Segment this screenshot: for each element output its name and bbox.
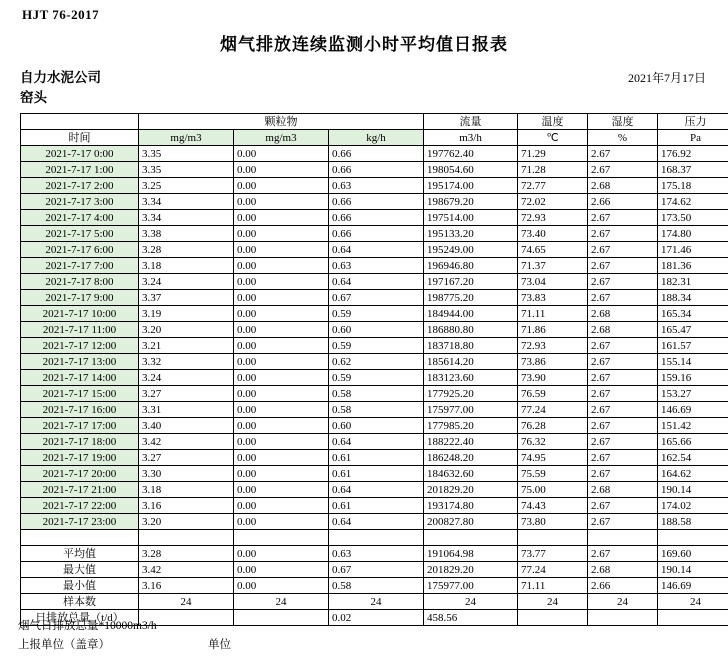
cell-c1: 3.40 (139, 418, 234, 434)
spacer-cell (234, 530, 329, 546)
cell-humidity: 2.67 (588, 466, 658, 482)
cell-temp: 74.65 (518, 242, 588, 258)
cell-c3: 0.61 (329, 466, 424, 482)
summary-c2: 24 (234, 594, 329, 610)
cell-time: 2021-7-17 3:00 (21, 194, 139, 210)
summary-flow: 191064.98 (424, 546, 518, 562)
summary-c1: 3.16 (139, 578, 234, 594)
cell-c1: 3.42 (139, 434, 234, 450)
cell-flow: 198054.60 (424, 162, 518, 178)
cell-c2: 0.00 (234, 290, 329, 306)
cell-temp: 71.37 (518, 258, 588, 274)
cell-pressure: 181.36 (658, 258, 728, 274)
cell-flow: 201829.20 (424, 482, 518, 498)
cell-c3: 0.64 (329, 242, 424, 258)
summary-c1: 24 (139, 594, 234, 610)
group-header-cell-temp: 温度 (518, 114, 588, 130)
cell-temp: 72.02 (518, 194, 588, 210)
cell-time: 2021-7-17 21:00 (21, 482, 139, 498)
daily-total-pressure (658, 610, 728, 626)
cell-humidity: 2.67 (588, 514, 658, 530)
cell-c3: 0.60 (329, 322, 424, 338)
cell-c1: 3.37 (139, 290, 234, 306)
cell-flow: 184944.00 (424, 306, 518, 322)
table-row (21, 450, 728, 466)
cell-time: 2021-7-17 13:00 (21, 354, 139, 370)
summary-pressure: 169.60 (658, 546, 728, 562)
cell-pressure: 174.62 (658, 194, 728, 210)
cell-temp: 71.11 (518, 306, 588, 322)
cell-temp: 72.93 (518, 338, 588, 354)
cell-pressure: 190.14 (658, 482, 728, 498)
cell-time: 2021-7-17 9:00 (21, 290, 139, 306)
unit-header-pressure: Pa (658, 130, 728, 146)
cell-c2: 0.00 (234, 274, 329, 290)
cell-flow: 197762.40 (424, 146, 518, 162)
summary-row-min (21, 578, 728, 594)
summary-row-average (21, 546, 728, 562)
cell-time: 2021-7-17 22:00 (21, 498, 139, 514)
cell-humidity: 2.67 (588, 290, 658, 306)
group-header-cell-0 (21, 114, 139, 130)
cell-c3: 0.67 (329, 290, 424, 306)
unit-header-c2: mg/m3 (234, 130, 329, 146)
summary-c1: 3.28 (139, 546, 234, 562)
cell-temp: 72.93 (518, 210, 588, 226)
cell-humidity: 2.67 (588, 402, 658, 418)
cell-c1: 3.27 (139, 450, 234, 466)
cell-c1: 3.18 (139, 258, 234, 274)
cell-pressure: 159.16 (658, 370, 728, 386)
cell-pressure: 168.37 (658, 162, 728, 178)
cell-time: 2021-7-17 8:00 (21, 274, 139, 290)
cell-c3: 0.59 (329, 306, 424, 322)
cell-pressure: 176.92 (658, 146, 728, 162)
table-row (21, 466, 728, 482)
cell-c1: 3.18 (139, 482, 234, 498)
cell-c2: 0.00 (234, 322, 329, 338)
cell-humidity: 2.67 (588, 418, 658, 434)
cell-flow: 193174.80 (424, 498, 518, 514)
cell-flow: 186880.80 (424, 322, 518, 338)
cell-c1: 3.25 (139, 178, 234, 194)
cell-pressure: 182.31 (658, 274, 728, 290)
group-header-cell-particulate: 颗粒物 (139, 114, 424, 130)
cell-flow: 183123.60 (424, 370, 518, 386)
cell-c2: 0.00 (234, 434, 329, 450)
spacer-cell (21, 530, 139, 546)
cell-c2: 0.00 (234, 226, 329, 242)
cell-flow: 185614.20 (424, 354, 518, 370)
cell-humidity: 2.67 (588, 258, 658, 274)
summary-c1: 3.42 (139, 562, 234, 578)
summary-c2: 0.00 (234, 562, 329, 578)
cell-c1: 3.20 (139, 322, 234, 338)
daily-total-c2 (234, 610, 329, 626)
table-row (21, 194, 728, 210)
summary-label: 平均值 (21, 546, 139, 562)
cell-c1: 3.27 (139, 386, 234, 402)
cell-pressure: 164.62 (658, 466, 728, 482)
cell-pressure: 165.66 (658, 434, 728, 450)
cell-flow: 195174.00 (424, 178, 518, 194)
cell-c2: 0.00 (234, 194, 329, 210)
cell-time: 2021-7-17 18:00 (21, 434, 139, 450)
cell-humidity: 2.67 (588, 434, 658, 450)
cell-temp: 74.43 (518, 498, 588, 514)
report-date: 2021年7月17日 (627, 71, 706, 85)
cell-time: 2021-7-17 7:00 (21, 258, 139, 274)
cell-pressure: 146.69 (658, 402, 728, 418)
cell-time: 2021-7-17 5:00 (21, 226, 139, 242)
cell-c1: 3.28 (139, 242, 234, 258)
cell-c3: 0.66 (329, 210, 424, 226)
cell-temp: 77.24 (518, 402, 588, 418)
table-row (21, 514, 728, 530)
table-spacer-row (21, 530, 728, 546)
cell-pressure: 188.34 (658, 290, 728, 306)
cell-c1: 3.30 (139, 466, 234, 482)
table-row (21, 498, 728, 514)
cell-flow: 177925.20 (424, 386, 518, 402)
cell-humidity: 2.66 (588, 194, 658, 210)
cell-time: 2021-7-17 10:00 (21, 306, 139, 322)
emission-data-table (20, 113, 728, 626)
daily-total-flow: 458.56 (424, 610, 518, 626)
table-row (21, 434, 728, 450)
cell-temp: 73.90 (518, 370, 588, 386)
table-row (21, 338, 728, 354)
cell-temp: 76.28 (518, 418, 588, 434)
cell-temp: 71.29 (518, 146, 588, 162)
cell-c3: 0.66 (329, 146, 424, 162)
cell-c1: 3.34 (139, 194, 234, 210)
summary-c3: 0.63 (329, 546, 424, 562)
summary-pressure: 146.69 (658, 578, 728, 594)
cell-temp: 72.77 (518, 178, 588, 194)
cell-flow: 177985.20 (424, 418, 518, 434)
cell-time: 2021-7-17 6:00 (21, 242, 139, 258)
cell-humidity: 2.67 (588, 386, 658, 402)
table-row (21, 386, 728, 402)
cell-c2: 0.00 (234, 482, 329, 498)
cell-pressure: 155.14 (658, 354, 728, 370)
spacer-cell (424, 530, 518, 546)
cell-time: 2021-7-17 4:00 (21, 210, 139, 226)
table-group-header-row (21, 114, 728, 130)
cell-c2: 0.00 (234, 258, 329, 274)
cell-humidity: 2.67 (588, 242, 658, 258)
site-name: 窑头 (20, 90, 47, 105)
cell-c1: 3.31 (139, 402, 234, 418)
cell-c2: 0.00 (234, 370, 329, 386)
cell-flow: 188222.40 (424, 434, 518, 450)
cell-c3: 0.64 (329, 274, 424, 290)
cell-c2: 0.00 (234, 514, 329, 530)
cell-c3: 0.59 (329, 370, 424, 386)
page-title: 烟气排放连续监测小时平均值日报表 (220, 35, 508, 54)
cell-time: 2021-7-17 1:00 (21, 162, 139, 178)
cell-temp: 73.80 (518, 514, 588, 530)
daily-total-label: 日排放总量（t/d） (21, 610, 139, 626)
cell-c1: 3.21 (139, 338, 234, 354)
summary-temp: 73.77 (518, 546, 588, 562)
unit-header-flow: m3/h (424, 130, 518, 146)
summary-c2: 0.00 (234, 546, 329, 562)
cell-temp: 73.86 (518, 354, 588, 370)
cell-flow: 197514.00 (424, 210, 518, 226)
cell-c3: 0.66 (329, 162, 424, 178)
table-row (21, 402, 728, 418)
summary-humidity: 2.66 (588, 578, 658, 594)
cell-humidity: 2.68 (588, 306, 658, 322)
table-row (21, 306, 728, 322)
table-row (21, 162, 728, 178)
group-header-cell-humidity: 湿度 (588, 114, 658, 130)
unit-header-c3: kg/h (329, 130, 424, 146)
cell-c3: 0.64 (329, 482, 424, 498)
spacer-cell (588, 530, 658, 546)
cell-flow: 197167.20 (424, 274, 518, 290)
summary-flow: 24 (424, 594, 518, 610)
company-name: 自力水泥公司 (20, 70, 101, 85)
cell-c2: 0.00 (234, 450, 329, 466)
cell-temp: 74.95 (518, 450, 588, 466)
table-row (21, 482, 728, 498)
cell-c3: 0.61 (329, 450, 424, 466)
cell-flow: 183718.80 (424, 338, 518, 354)
cell-time: 2021-7-17 16:00 (21, 402, 139, 418)
cell-time: 2021-7-17 15:00 (21, 386, 139, 402)
cell-time: 2021-7-17 19:00 (21, 450, 139, 466)
spacer-cell (518, 530, 588, 546)
summary-temp: 77.24 (518, 562, 588, 578)
footer-note-total: 烟气日排放总量*10000m3/h (18, 620, 157, 632)
cell-temp: 76.32 (518, 434, 588, 450)
cell-c1: 3.32 (139, 354, 234, 370)
cell-c1: 3.24 (139, 274, 234, 290)
cell-c1: 3.35 (139, 146, 234, 162)
cell-c1: 3.34 (139, 210, 234, 226)
cell-c3: 0.64 (329, 434, 424, 450)
cell-c2: 0.00 (234, 498, 329, 514)
group-header-cell-pressure: 压力 (658, 114, 728, 130)
cell-c2: 0.00 (234, 162, 329, 178)
cell-pressure: 173.50 (658, 210, 728, 226)
cell-humidity: 2.67 (588, 226, 658, 242)
cell-c1: 3.38 (139, 226, 234, 242)
cell-humidity: 2.68 (588, 482, 658, 498)
daily-total-temp (518, 610, 588, 626)
cell-c1: 3.16 (139, 498, 234, 514)
unit-header-c1: mg/m3 (139, 130, 234, 146)
cell-c2: 0.00 (234, 354, 329, 370)
spacer-cell (139, 530, 234, 546)
cell-humidity: 2.67 (588, 274, 658, 290)
cell-pressure: 165.47 (658, 322, 728, 338)
table-row (21, 322, 728, 338)
summary-c3: 24 (329, 594, 424, 610)
cell-c3: 0.66 (329, 226, 424, 242)
spacer-cell (658, 530, 728, 546)
footer-unit-label: 单位 (208, 639, 231, 651)
cell-humidity: 2.67 (588, 370, 658, 386)
cell-time: 2021-7-17 12:00 (21, 338, 139, 354)
cell-flow: 175977.00 (424, 402, 518, 418)
cell-c2: 0.00 (234, 178, 329, 194)
cell-pressure: 174.02 (658, 498, 728, 514)
table-row (21, 258, 728, 274)
cell-c3: 0.64 (329, 514, 424, 530)
summary-row-sample-count (21, 594, 728, 610)
table-row (21, 274, 728, 290)
cell-flow: 198775.20 (424, 290, 518, 306)
cell-temp: 73.04 (518, 274, 588, 290)
table-row (21, 210, 728, 226)
summary-humidity: 2.67 (588, 546, 658, 562)
summary-c3: 0.58 (329, 578, 424, 594)
cell-temp: 71.86 (518, 322, 588, 338)
cell-humidity: 2.67 (588, 210, 658, 226)
cell-c3: 0.58 (329, 402, 424, 418)
cell-c1: 3.20 (139, 514, 234, 530)
cell-humidity: 2.68 (588, 322, 658, 338)
cell-temp: 73.83 (518, 290, 588, 306)
cell-c3: 0.63 (329, 258, 424, 274)
summary-c2: 0.00 (234, 578, 329, 594)
cell-c3: 0.63 (329, 178, 424, 194)
cell-pressure: 175.18 (658, 178, 728, 194)
cell-pressure: 151.42 (658, 418, 728, 434)
cell-flow: 198679.20 (424, 194, 518, 210)
table-row (21, 354, 728, 370)
summary-label: 最大值 (21, 562, 139, 578)
unit-header-humidity: % (588, 130, 658, 146)
table-row (21, 178, 728, 194)
cell-c3: 0.66 (329, 194, 424, 210)
cell-flow: 184632.60 (424, 466, 518, 482)
cell-time: 2021-7-17 17:00 (21, 418, 139, 434)
cell-flow: 195249.00 (424, 242, 518, 258)
footer-note-reporting-unit: 上报单位（盖章） (18, 639, 110, 651)
table-row (21, 226, 728, 242)
table-row (21, 370, 728, 386)
table-row (21, 290, 728, 306)
cell-pressure: 188.58 (658, 514, 728, 530)
cell-time: 2021-7-17 14:00 (21, 370, 139, 386)
cell-c3: 0.58 (329, 386, 424, 402)
cell-pressure: 161.57 (658, 338, 728, 354)
summary-humidity: 2.68 (588, 562, 658, 578)
cell-time: 2021-7-17 2:00 (21, 178, 139, 194)
unit-header-temp: ℃ (518, 130, 588, 146)
cell-c1: 3.19 (139, 306, 234, 322)
cell-c2: 0.00 (234, 466, 329, 482)
summary-flow: 201829.20 (424, 562, 518, 578)
cell-pressure: 165.34 (658, 306, 728, 322)
cell-pressure: 162.54 (658, 450, 728, 466)
table-row (21, 146, 728, 162)
cell-c1: 3.35 (139, 162, 234, 178)
cell-flow: 200827.80 (424, 514, 518, 530)
cell-c3: 0.60 (329, 418, 424, 434)
summary-temp: 71.11 (518, 578, 588, 594)
summary-flow: 175977.00 (424, 578, 518, 594)
cell-humidity: 2.67 (588, 498, 658, 514)
spacer-cell (329, 530, 424, 546)
cell-humidity: 2.67 (588, 146, 658, 162)
summary-c3: 0.67 (329, 562, 424, 578)
summary-label: 最小值 (21, 578, 139, 594)
cell-flow: 195133.20 (424, 226, 518, 242)
cell-c2: 0.00 (234, 146, 329, 162)
cell-c2: 0.00 (234, 242, 329, 258)
cell-c2: 0.00 (234, 338, 329, 354)
cell-humidity: 2.67 (588, 450, 658, 466)
table-row (21, 418, 728, 434)
cell-c1: 3.24 (139, 370, 234, 386)
daily-total-c3: 0.02 (329, 610, 424, 626)
cell-c2: 0.00 (234, 386, 329, 402)
cell-time: 2021-7-17 11:00 (21, 322, 139, 338)
cell-humidity: 2.67 (588, 162, 658, 178)
cell-humidity: 2.67 (588, 338, 658, 354)
group-header-cell-flow: 流量 (424, 114, 518, 130)
cell-time: 2021-7-17 0:00 (21, 146, 139, 162)
cell-c3: 0.59 (329, 338, 424, 354)
cell-c3: 0.62 (329, 354, 424, 370)
summary-temp: 24 (518, 594, 588, 610)
cell-humidity: 2.67 (588, 354, 658, 370)
cell-flow: 196946.80 (424, 258, 518, 274)
daily-total-humidity (588, 610, 658, 626)
summary-pressure: 190.14 (658, 562, 728, 578)
cell-c2: 0.00 (234, 306, 329, 322)
cell-temp: 75.00 (518, 482, 588, 498)
cell-temp: 76.59 (518, 386, 588, 402)
cell-c2: 0.00 (234, 210, 329, 226)
cell-pressure: 171.46 (658, 242, 728, 258)
cell-pressure: 174.80 (658, 226, 728, 242)
unit-header-time: 时间 (21, 130, 139, 146)
document-code: HJT 76-2017 (22, 7, 100, 22)
summary-row-max (21, 562, 728, 578)
summary-label: 样本数 (21, 594, 139, 610)
cell-temp: 73.40 (518, 226, 588, 242)
cell-temp: 75.59 (518, 466, 588, 482)
table-unit-header-row (21, 130, 728, 146)
cell-c3: 0.61 (329, 498, 424, 514)
cell-time: 2021-7-17 23:00 (21, 514, 139, 530)
cell-c2: 0.00 (234, 402, 329, 418)
cell-pressure: 153.27 (658, 386, 728, 402)
table-row (21, 242, 728, 258)
summary-pressure: 24 (658, 594, 728, 610)
cell-temp: 71.28 (518, 162, 588, 178)
summary-humidity: 24 (588, 594, 658, 610)
cell-flow: 186248.20 (424, 450, 518, 466)
cell-c2: 0.00 (234, 418, 329, 434)
cell-time: 2021-7-17 20:00 (21, 466, 139, 482)
cell-humidity: 2.68 (588, 178, 658, 194)
